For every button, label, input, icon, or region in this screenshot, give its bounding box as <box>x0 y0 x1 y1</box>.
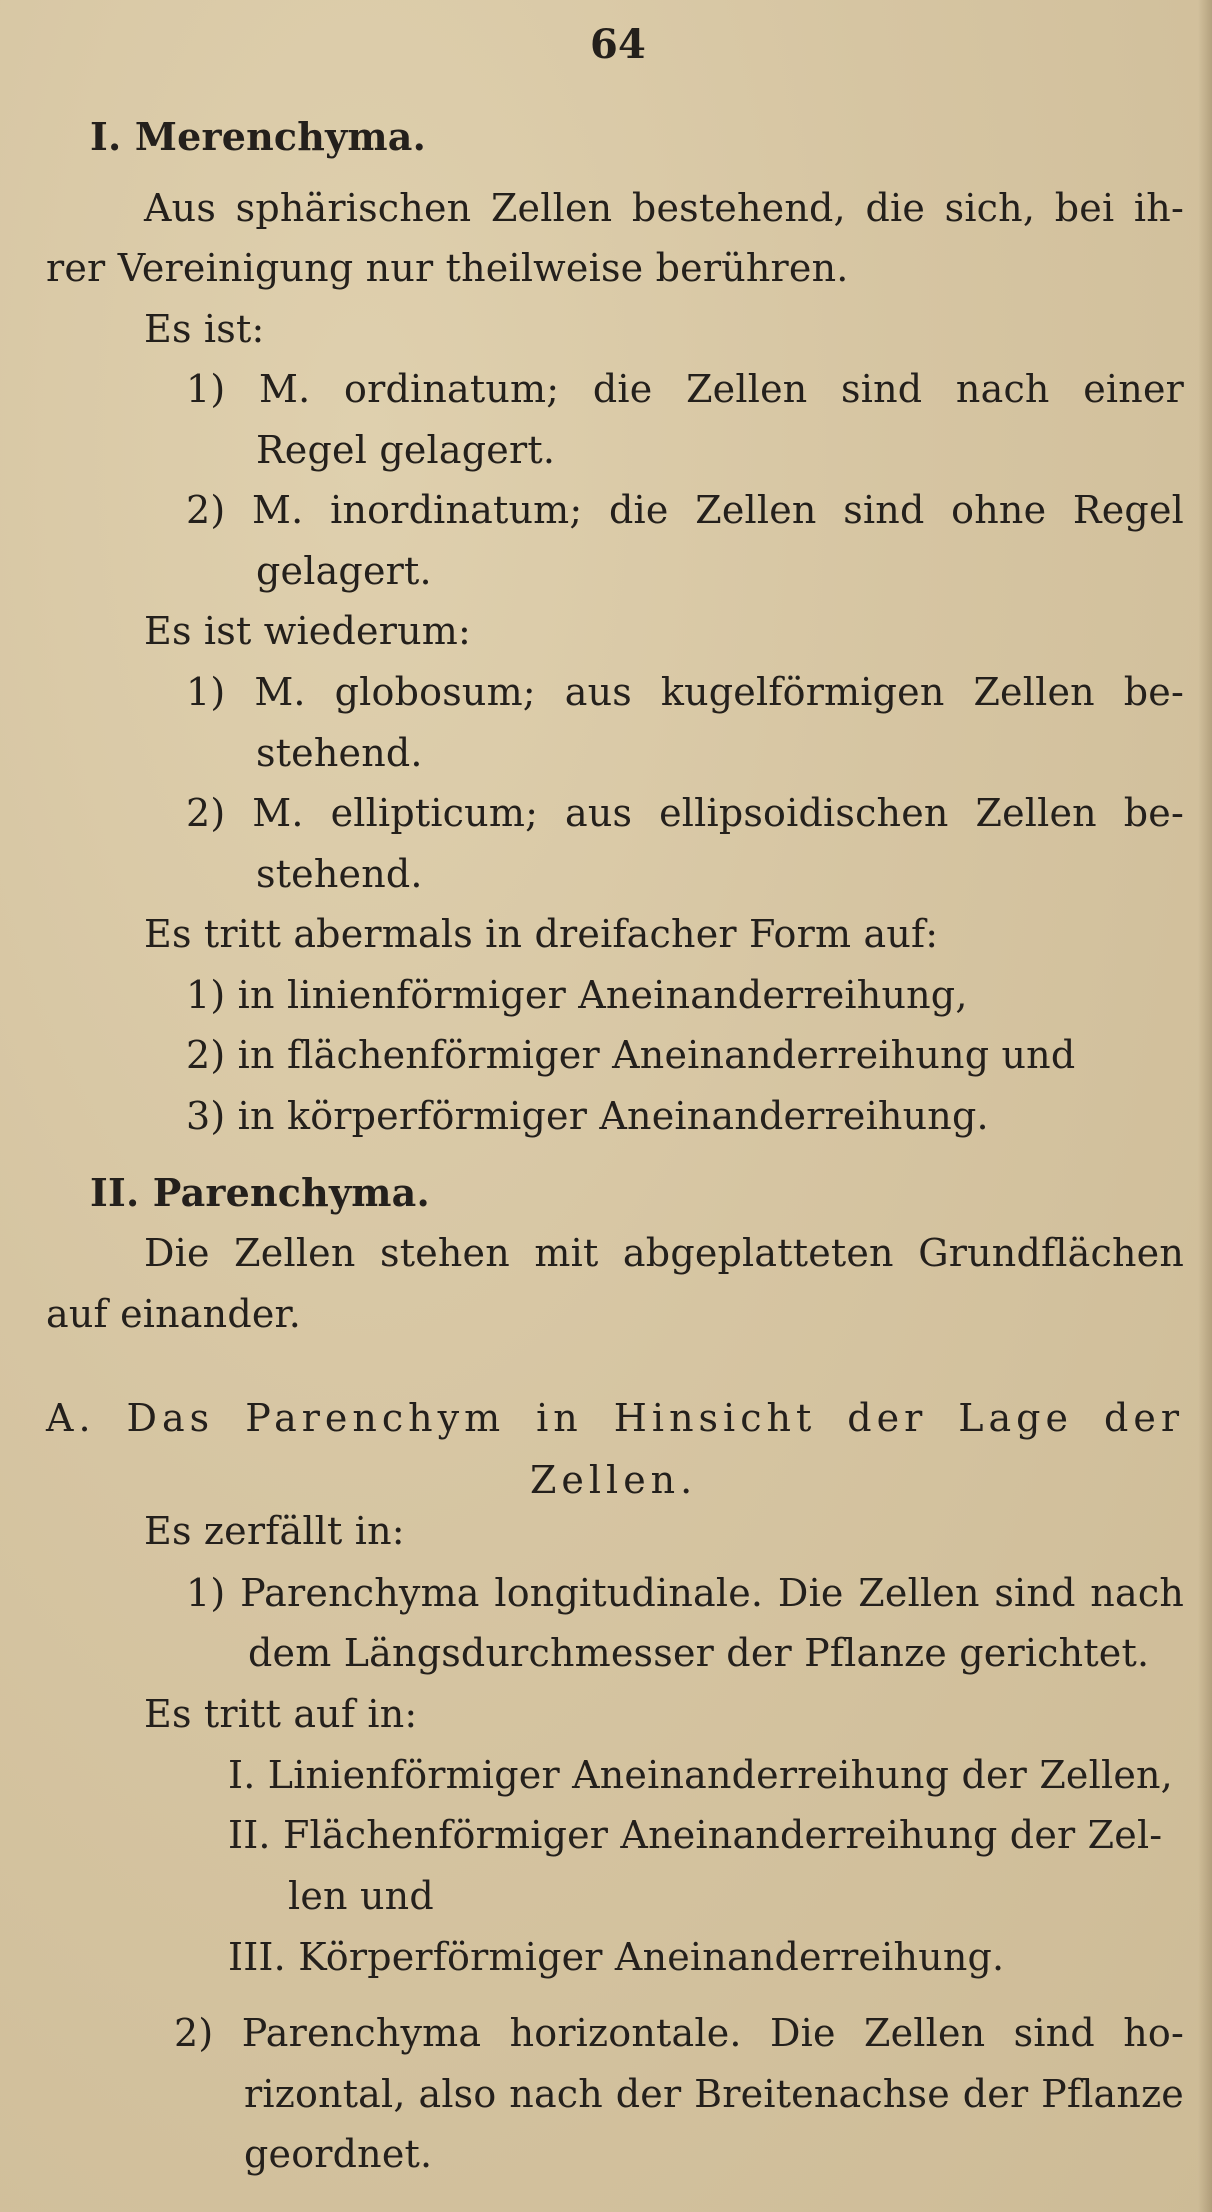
page-number: 64 <box>590 21 647 68</box>
subsection-heading-continuation: Zellen. <box>530 1458 698 1502</box>
text-line: auf einander. <box>46 1292 301 1336</box>
section-heading-parenchyma: II. Parenchyma. <box>90 1170 430 1215</box>
subsection-heading: A. Das Parenchym in Hinsicht der Lage der <box>46 1396 1184 1440</box>
roman-list-item-continuation: len und <box>288 1874 434 1918</box>
page-edge-shadow <box>1198 0 1212 2212</box>
list-item: 1) M. ordinatum; die Zellen sind nach einer <box>186 367 1184 411</box>
list-item: 2) in flächenförmiger Aneinanderreihung und <box>186 1033 1076 1077</box>
list-item-continuation: gelagert. <box>256 549 432 593</box>
list-item-continuation: stehend. <box>256 852 423 896</box>
section-heading-merenchyma: I. Merenchyma. <box>90 114 427 159</box>
list-item-continuation: rizontal, also nach der Breitenachse der Pflanze <box>244 2072 1184 2116</box>
list-item: 3) in körperförmiger Aneinanderreihung. <box>186 1094 989 1138</box>
text-line: Die Zellen stehen mit abgeplatteten Grundflächen <box>144 1231 1184 1275</box>
list-item: 2) Parenchyma horizontale. Die Zellen sind ho- <box>174 2011 1184 2055</box>
list-item: 1) Parenchyma longitudinale. Die Zellen sind nach <box>186 1571 1184 1615</box>
text-line: Es tritt abermals in dreifacher Form auf: <box>144 912 939 956</box>
text-line: Aus sphärischen Zellen bestehend, die sich, bei ih- <box>144 186 1184 230</box>
text-line: rer Vereinigung nur theilweise berühren. <box>46 246 849 290</box>
roman-list-item: I. Linienförmiger Aneinanderreihung der Zellen, <box>228 1753 1173 1797</box>
text-line: Es tritt auf in: <box>144 1692 418 1736</box>
text-line: Es ist wiederum: <box>144 609 471 653</box>
text-line: Es ist: <box>144 307 265 351</box>
roman-list-item: III. Körperförmiger Aneinanderreihung. <box>228 1935 1005 1979</box>
list-item-continuation: Regel gelagert. <box>256 428 556 472</box>
text-line: Es zerfällt in: <box>144 1509 405 1553</box>
list-item: 2) M. inordinatum; die Zellen sind ohne Regel <box>186 488 1184 532</box>
list-item: 2) M. ellipticum; aus ellipsoidischen Zellen be- <box>186 791 1184 835</box>
list-item-continuation: dem Längsdurchmesser der Pflanze gerichtet. <box>248 1631 1150 1675</box>
list-item-continuation: stehend. <box>256 731 423 775</box>
list-item: 1) M. globosum; aus kugelförmigen Zellen be- <box>186 670 1184 714</box>
roman-list-item: II. Flächenförmiger Aneinanderreihung der Zel- <box>228 1813 1163 1857</box>
list-item-continuation: geordnet. <box>244 2132 433 2176</box>
list-item: 1) in linienförmiger Aneinanderreihung, <box>186 973 968 1017</box>
